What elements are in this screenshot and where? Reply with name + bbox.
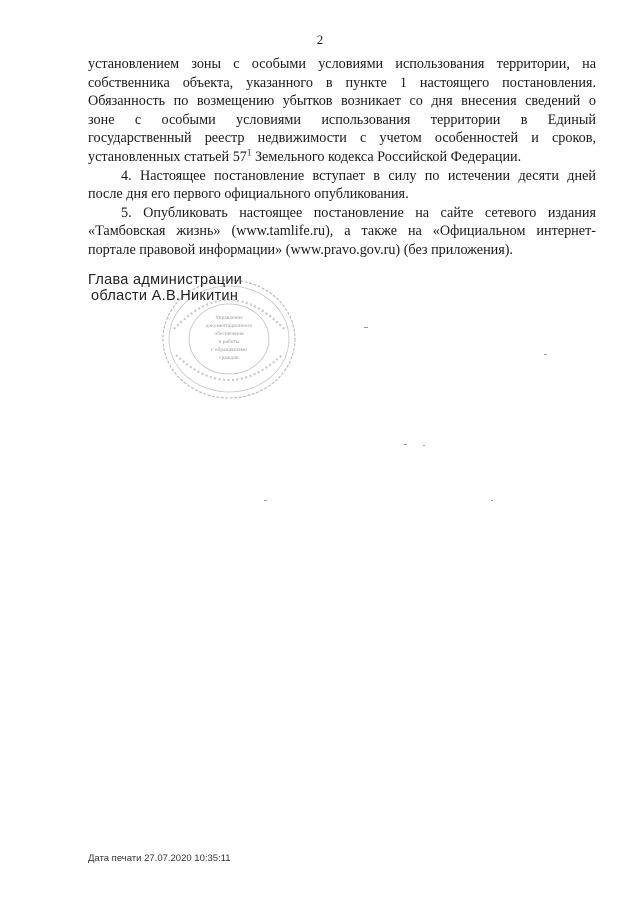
scan-speck: [264, 500, 267, 501]
text-line: государственный реестр недвижимости с учетом особенностей и сроков,: [88, 130, 596, 147]
document-body: [88, 55, 596, 260]
seal-line: Управление: [215, 315, 243, 321]
seal-line: и работы: [218, 339, 240, 345]
scan-speck: [404, 444, 407, 445]
scan-speck: [491, 500, 493, 501]
page-number: 2: [316, 32, 324, 47]
text-line: собственника объекта, указанного в пункте 1 настоящего постановления.: [88, 74, 596, 91]
seal-line: обеспечения: [214, 331, 244, 337]
text-line: [88, 148, 596, 167]
text-line: портале правовой информации» (www.pravo.gov.ru) (без приложения).: [88, 241, 514, 258]
scan-speck: [364, 327, 368, 328]
superscript: 1: [246, 147, 252, 158]
seal-line: документационного: [205, 323, 253, 329]
print-date: Дата печати 27.07.2020 10:35:11: [88, 853, 231, 864]
text-line: после дня его первого официального опубликования.: [88, 186, 409, 203]
scan-speck: [544, 354, 547, 355]
signatory-name: области А.В.Никитин: [91, 288, 239, 304]
text-line: зоне с особыми условиями использования территории в Единый: [88, 111, 596, 128]
seal-line: граждан: [219, 355, 239, 361]
signatory-position: Глава администрации: [88, 272, 243, 288]
text-line: 4. Настоящее постановление вступает в силу по истечении десяти дней: [121, 167, 596, 184]
text-line: «Тамбовская жизнь» (www.tamlife.ru), а также на «Официальном интернет-: [88, 223, 596, 240]
paragraph-4: [88, 167, 596, 204]
text-line: Обязанность по возмещению убытков возникает со дня внесения сведений о: [88, 93, 596, 110]
signature-block: [88, 272, 242, 304]
text-line: 5. Опубликовать настоящее постановление на сайте сетевого издания: [121, 204, 596, 221]
paragraph-5: [88, 204, 596, 260]
seal-line: с обращениями: [210, 347, 248, 353]
paragraph-continued: [88, 55, 596, 167]
text-line: установлением зоны с особыми условиями использования территории, на: [88, 56, 596, 72]
text-fragment: Земельного кодекса Российской Федерации.: [251, 148, 522, 165]
text-fragment: установленных статьей 57: [88, 148, 247, 165]
scan-speck: [423, 445, 425, 446]
